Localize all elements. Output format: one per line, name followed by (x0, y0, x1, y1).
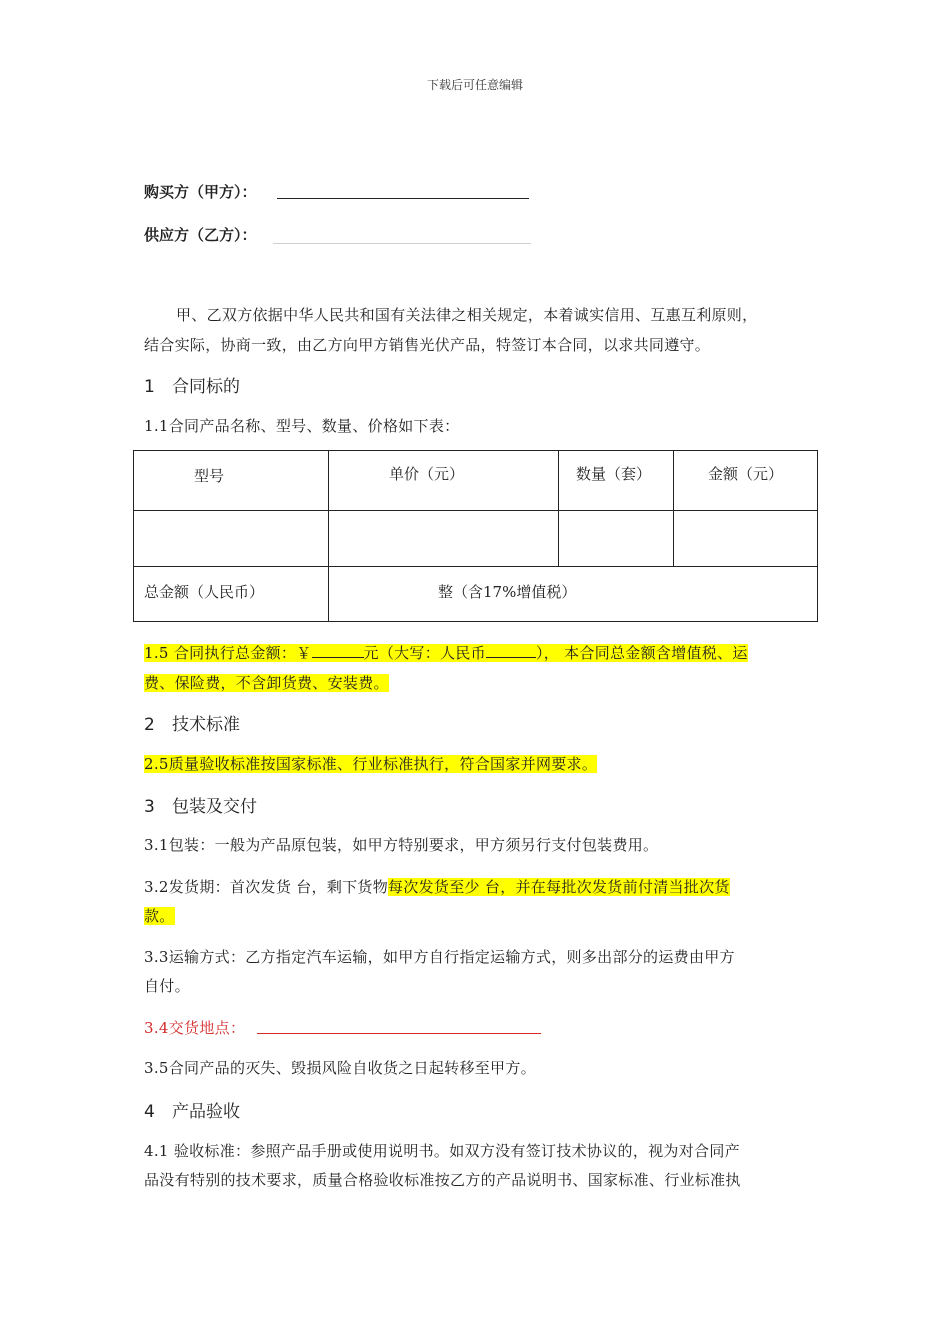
clause-3-2-line-1 (144, 872, 730, 902)
clause-1-5-line-2: 费、保险费，不含卸货费、安装费。 (144, 674, 389, 692)
table-header-cell: 单价（元） (329, 451, 559, 511)
clause-3-2-highlight: 每次发货至少 台，并在每批次发货前付清当批次货 (388, 878, 730, 896)
clause-1-5-line-1 (144, 638, 748, 668)
product-table (133, 450, 818, 622)
clause-2-5: 2.5质量验收标准按国家标准、行业标准执行，符合国家并网要求。 (144, 755, 598, 773)
section-2-title: 技术标准 (172, 715, 240, 735)
clause-3-2-line-2: 款。 (144, 907, 175, 925)
table-total-value[interactable]: 整（含17%增值税） (329, 567, 818, 622)
clause-4-1-line-1: 4.1 验收标准：参照产品手册或使用说明书。如双方没有签订技术协议的，视为对合同产 (144, 1142, 740, 1160)
table-cell-unit-price[interactable] (329, 511, 559, 567)
clause-3-2-plain: 3.2发货期：首次发货 台，剩下货物 (144, 878, 389, 896)
table-header-cell: 数量（套） (559, 451, 674, 511)
delivery-location-blank[interactable] (257, 1033, 541, 1034)
section-4-heading (144, 1097, 240, 1122)
header-watermark: 下载后可任意编辑 (426, 78, 523, 92)
clause-1-5-text-c: ）， 本合同总金额含增值税、运 (535, 644, 748, 662)
buyer-blank-line[interactable] (277, 198, 529, 199)
section-1-heading (144, 372, 240, 397)
section-1-number: 1 (144, 377, 155, 397)
table-cell-amount[interactable] (674, 511, 818, 567)
section-4-number: 4 (144, 1102, 155, 1122)
total-amount-blank[interactable] (312, 643, 364, 658)
table-cell-quantity[interactable] (559, 511, 674, 567)
table-cell-model[interactable] (134, 511, 329, 567)
section-3-heading (144, 792, 257, 817)
section-2-number: 2 (144, 715, 155, 735)
section-3-number: 3 (144, 797, 155, 817)
table-total-label: 总金额（人民币） (134, 567, 329, 622)
table-total-row (134, 567, 818, 622)
buyer-label: 购买方（甲方）： (144, 183, 257, 201)
table-row (134, 511, 818, 567)
section-1-title: 合同标的 (172, 377, 240, 397)
section-3-title: 包装及交付 (172, 797, 257, 817)
total-amount-words-blank[interactable] (486, 643, 536, 658)
delivery-location-label: 3.4交货地点： (144, 1019, 246, 1037)
table-header-row (134, 451, 818, 511)
clause-3-5: 3.5合同产品的灭失、毁损风险自收货之日起转移至甲方。 (144, 1059, 536, 1077)
clause-3-3-line-1: 3.3运输方式：乙方指定汽车运输，如甲方自行指定运输方式，则多出部分的运费由甲方 (144, 948, 735, 966)
clause-3-3-line-2: 自付。 (144, 977, 190, 995)
table-header-cell: 金额（元） (674, 451, 818, 511)
clause-4-1-line-2: 品没有特别的技术要求，质量合格验收标准按乙方的产品说明书、国家标准、行业标准执 (144, 1171, 741, 1189)
intro-line-2: 结合实际，协商一致，由乙方向甲方销售光伏产品，特签订本合同，以求共同遵守。 (144, 336, 711, 354)
supplier-label: 供应方（乙方）： (144, 226, 257, 244)
supplier-blank-line[interactable] (273, 243, 531, 244)
clause-3-4 (144, 1013, 245, 1043)
intro-line-1: 甲、乙双方依据中华人民共和国有关法律之相关规定，本着诚实信用、互惠互利原则， (176, 306, 758, 324)
table-header-cell: 型号 (134, 451, 329, 511)
section-4-title: 产品验收 (172, 1102, 240, 1122)
clause-1-5-text-a: 1.5 合同执行总金额：￥ (144, 644, 312, 662)
clause-3-1: 3.1包装：一般为产品原包装，如甲方特别要求，甲方须另行支付包装费用。 (144, 836, 659, 854)
clause-1-1: 1.1合同产品名称、型号、数量、价格如下表： (144, 417, 460, 435)
clause-1-5-text-b: 元（大写：人民币 (363, 644, 486, 662)
section-2-heading (144, 710, 240, 735)
